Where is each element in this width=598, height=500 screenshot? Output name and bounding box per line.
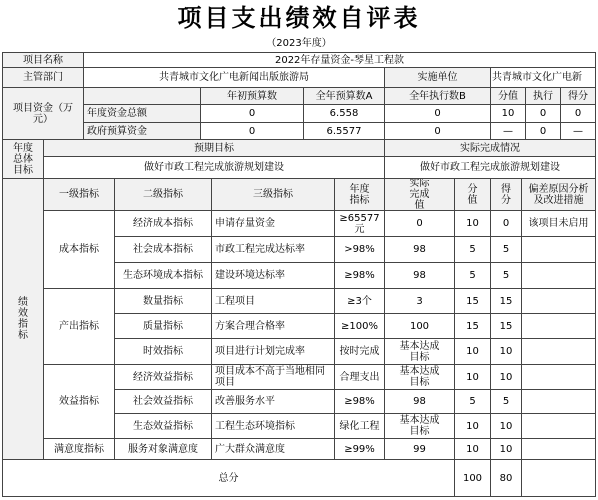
- dept-label: 主管部门: [2, 67, 84, 88]
- actual-cell: 0: [384, 210, 455, 237]
- project-name-value: 2022年存量资金-琴星工程款: [83, 52, 596, 68]
- funds-header-score: 分值: [490, 87, 526, 105]
- reason-cell: 该项目未启用: [521, 210, 596, 237]
- score-cell: 5: [454, 262, 491, 289]
- funds-cell: 6.558: [303, 104, 385, 123]
- level2-cell: 质量指标: [114, 313, 212, 339]
- total-score: 100: [454, 459, 491, 497]
- level2-header: 二级指标: [114, 178, 212, 211]
- target-cell: ≥98%: [334, 389, 385, 414]
- score-cell: 10: [454, 413, 491, 439]
- score-cell: 10: [454, 438, 491, 460]
- score-cell: 15: [454, 313, 491, 339]
- got-cell: 15: [490, 313, 522, 339]
- funds-label: 项目资金（万元）: [2, 87, 84, 140]
- actual-cell: 98: [384, 236, 455, 263]
- funds-cell: —: [560, 122, 596, 140]
- level3-cell: 改善服务水平: [211, 389, 335, 414]
- level2-cell: 生态环境成本指标: [114, 262, 212, 289]
- funds-cell: 0: [525, 122, 561, 140]
- level2-cell: 生态效益指标: [114, 413, 212, 439]
- reason-cell: [521, 236, 596, 263]
- target-cell: ≥100%: [334, 313, 385, 339]
- level3-cell: 市政工程完成达标率: [211, 236, 335, 263]
- expected-goal-value: 做好市政工程完成旅游规划建设: [43, 156, 385, 179]
- page-title: 项目支出绩效自评表: [177, 3, 421, 32]
- target-cell: 按时完成: [334, 338, 385, 365]
- score-cell: 5: [454, 236, 491, 263]
- level3-cell: 申请存量资金: [211, 210, 335, 237]
- target-cell: ≥3个: [334, 288, 385, 314]
- total-reason-blank: [521, 459, 596, 497]
- funds-cell: 0: [384, 104, 491, 123]
- got-cell: 10: [490, 413, 522, 439]
- actual-cell: 基本达成目标: [384, 338, 455, 365]
- funds-header-execrate: 执行: [525, 87, 561, 105]
- expected-goal-header: 预期目标: [43, 139, 385, 157]
- funds-cell: 10: [490, 104, 526, 123]
- score-header: 分值: [454, 178, 491, 211]
- reason-cell: [521, 438, 596, 460]
- project-name-label: 项目名称: [2, 52, 84, 68]
- level2-cell: 经济成本指标: [114, 210, 212, 237]
- level1-satisfaction: 满意度指标: [43, 438, 115, 460]
- reason-cell: [521, 364, 596, 390]
- funds-header-got: 得分: [560, 87, 596, 105]
- reason-header: 偏差原因分析及改进措施: [521, 178, 596, 211]
- got-cell: 5: [490, 236, 522, 263]
- funds-cell: 0: [525, 104, 561, 123]
- level1-benefit: 效益指标: [43, 364, 115, 439]
- total-label: 总分: [2, 459, 455, 497]
- got-cell: 10: [490, 364, 522, 390]
- got-cell: 10: [490, 438, 522, 460]
- got-header: 得分: [490, 178, 522, 211]
- level3-cell: 工程项目: [211, 288, 335, 314]
- reason-cell: [521, 288, 596, 314]
- score-cell: 10: [454, 364, 491, 390]
- got-cell: 15: [490, 288, 522, 314]
- level2-cell: 时效指标: [114, 338, 212, 365]
- level2-cell: 社会成本指标: [114, 236, 212, 263]
- level3-cell: 建设环境达标率: [211, 262, 335, 289]
- actual-cell: 3: [384, 288, 455, 314]
- target-header: 年度指标: [334, 178, 385, 211]
- funds-cell: 6.5577: [303, 122, 385, 140]
- impl-unit-label: 实施单位: [384, 67, 491, 88]
- total-got: 80: [490, 459, 522, 497]
- level1-header: 一级指标: [43, 178, 115, 211]
- target-cell: ≥65577元: [334, 210, 385, 237]
- reason-cell: [521, 389, 596, 414]
- funds-header-blank: [83, 87, 201, 105]
- got-cell: 5: [490, 262, 522, 289]
- level3-header: 三级指标: [211, 178, 335, 211]
- report-year: （2023年度）: [266, 38, 332, 49]
- dept-value: 共青城市文化广电新闻出版旅游局: [83, 67, 385, 88]
- target-cell: 合理支出: [334, 364, 385, 390]
- actual-completion-value: 做好市政工程完成旅游规划建设: [384, 156, 596, 179]
- actual-cell: 98: [384, 389, 455, 414]
- actual-completion-header: 实际完成情况: [384, 139, 596, 157]
- score-cell: 10: [454, 338, 491, 365]
- level2-cell: 社会效益指标: [114, 389, 212, 414]
- funds-row-gov-label: 政府预算资金: [83, 122, 201, 140]
- level3-cell: 广大群众满意度: [211, 438, 335, 460]
- actual-cell: 基本达成目标: [384, 364, 455, 390]
- level2-cell: 数量指标: [114, 288, 212, 314]
- reason-cell: [521, 413, 596, 439]
- got-cell: 0: [490, 210, 522, 237]
- impl-unit-value: 共青城市文化广电新: [490, 67, 596, 88]
- actual-cell: 98: [384, 262, 455, 289]
- funds-cell: —: [490, 122, 526, 140]
- level3-cell: 项目成本不高于当地相同项目: [211, 364, 335, 390]
- score-cell: 15: [454, 288, 491, 314]
- reason-cell: [521, 313, 596, 339]
- level3-cell: 工程生态环境指标: [211, 413, 335, 439]
- funds-cell: 0: [200, 122, 304, 140]
- got-cell: 5: [490, 389, 522, 414]
- funds-header-budget: 全年预算数A: [303, 87, 385, 105]
- annual-goal-label: 年度总体目标: [2, 139, 44, 179]
- funds-cell: 0: [384, 122, 491, 140]
- level3-cell: 项目进行计划完成率: [211, 338, 335, 365]
- target-cell: ≥99%: [334, 438, 385, 460]
- funds-cell: 0: [200, 104, 304, 123]
- level1-output: 产出指标: [43, 288, 115, 365]
- got-cell: 10: [490, 338, 522, 365]
- funds-header-initial: 年初预算数: [200, 87, 304, 105]
- score-cell: 5: [454, 389, 491, 414]
- funds-header-exec: 全年执行数B: [384, 87, 491, 105]
- funds-cell: 0: [560, 104, 596, 123]
- reason-cell: [521, 262, 596, 289]
- level1-cost: 成本指标: [43, 210, 115, 289]
- score-cell: 10: [454, 210, 491, 237]
- funds-row-total-label: 年度资金总额: [83, 104, 201, 123]
- target-cell: >98%: [334, 236, 385, 263]
- level3-cell: 方案合理合格率: [211, 313, 335, 339]
- level2-cell: 服务对象满意度: [114, 438, 212, 460]
- actual-cell: 100: [384, 313, 455, 339]
- reason-cell: [521, 338, 596, 365]
- perf-indicator-label: 绩效指标: [2, 178, 44, 460]
- actual-header: 实际完成值: [384, 178, 455, 211]
- target-cell: 绿化工程: [334, 413, 385, 439]
- target-cell: ≥98%: [334, 262, 385, 289]
- actual-cell: 99: [384, 438, 455, 460]
- actual-cell: 基本达成目标: [384, 413, 455, 439]
- level2-cell: 经济效益指标: [114, 364, 212, 390]
